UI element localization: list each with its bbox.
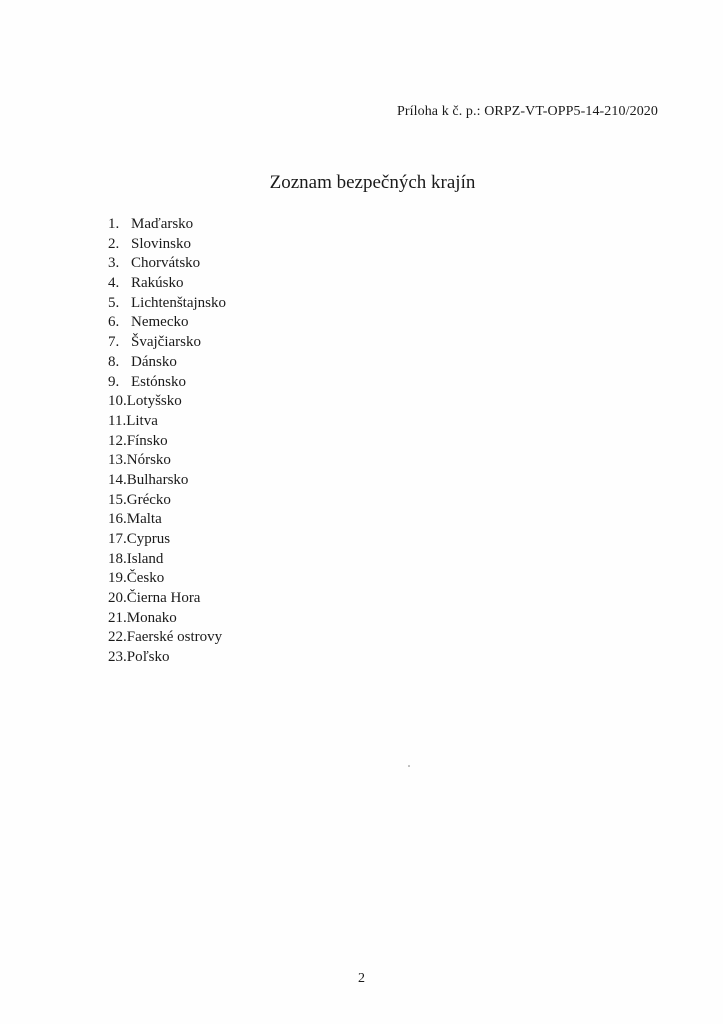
document-title: Zoznam bezpečných krajín bbox=[269, 172, 476, 193]
country-item-number: 22. bbox=[108, 629, 127, 646]
country-list-item bbox=[108, 254, 226, 274]
country-item-name: Švajčiarsko bbox=[131, 334, 201, 351]
country-list-item bbox=[108, 373, 226, 393]
country-item-name: Monako bbox=[126, 609, 177, 626]
country-item-name: Chorvátsko bbox=[131, 255, 201, 272]
country-item-number: 11. bbox=[108, 412, 127, 429]
country-item-number: 17. bbox=[108, 531, 127, 547]
country-list-item bbox=[108, 510, 226, 530]
country-list-item bbox=[108, 530, 226, 550]
country-item-number: 8. bbox=[108, 353, 120, 370]
country-list-item bbox=[108, 648, 226, 668]
country-item-number: 2. bbox=[108, 235, 120, 252]
country-item-name: Nórsko bbox=[126, 452, 171, 469]
country-list-item bbox=[108, 392, 226, 412]
country-item-number: 21. bbox=[108, 609, 127, 626]
country-item-name: Grécko bbox=[126, 491, 171, 508]
country-item-number: 1. bbox=[108, 216, 120, 232]
country-list-item bbox=[108, 353, 226, 373]
country-item-number: 14. bbox=[108, 471, 127, 488]
country-item-name: Dánsko bbox=[131, 353, 177, 370]
country-item-number: 20. bbox=[108, 590, 127, 607]
country-item-number: 12. bbox=[108, 432, 127, 449]
country-item-name: Fínsko bbox=[126, 432, 168, 449]
country-item-name: Poľsko bbox=[126, 649, 170, 666]
country-item-name: Česko bbox=[126, 570, 165, 587]
country-item-name: Lichtenštajnsko bbox=[131, 294, 226, 311]
country-item-number: 5. bbox=[108, 294, 120, 311]
country-item-number: 7. bbox=[108, 334, 120, 351]
country-item-name: Bulharsko bbox=[126, 471, 189, 488]
country-item-name: Litva bbox=[126, 412, 158, 429]
country-item-name: Nemecko bbox=[131, 314, 189, 331]
country-item-name: Island bbox=[126, 550, 164, 567]
country-list-item bbox=[108, 628, 226, 648]
country-list-item bbox=[108, 550, 226, 570]
country-list-item bbox=[108, 569, 226, 589]
country-list-item bbox=[108, 609, 226, 629]
country-list-item bbox=[108, 294, 226, 314]
country-item-number: 15. bbox=[108, 491, 127, 508]
country-item-number: 4. bbox=[108, 275, 120, 292]
country-list bbox=[108, 215, 226, 668]
country-list-item bbox=[108, 235, 226, 255]
country-list-item bbox=[108, 412, 226, 432]
scan-speck bbox=[408, 765, 410, 767]
country-list-item bbox=[108, 491, 226, 511]
country-item-name: Estónsko bbox=[131, 373, 187, 390]
page-number: 2 bbox=[358, 971, 365, 986]
country-item-number: 9. bbox=[108, 373, 120, 390]
country-item-number: 16. bbox=[108, 511, 127, 528]
country-item-name: Čierna Hora bbox=[126, 590, 201, 607]
country-item-name: Cyprus bbox=[126, 531, 171, 547]
country-item-number: 3. bbox=[108, 255, 120, 272]
country-item-name: Maďarsko bbox=[131, 216, 194, 232]
country-item-number: 6. bbox=[108, 314, 120, 331]
country-item-name: Malta bbox=[126, 511, 162, 528]
country-item-name: Lotyšsko bbox=[126, 393, 182, 410]
country-item-number: 19. bbox=[108, 570, 127, 587]
country-item-name: Rakúsko bbox=[131, 275, 184, 292]
country-item-number: 23. bbox=[108, 649, 127, 666]
country-item-name: Slovinsko bbox=[131, 235, 192, 252]
country-list-item bbox=[108, 333, 226, 353]
country-list-item bbox=[108, 215, 226, 235]
country-list-item bbox=[108, 313, 226, 333]
country-item-number: 18. bbox=[108, 550, 127, 567]
country-list-item bbox=[108, 274, 226, 294]
country-list-item bbox=[108, 451, 226, 471]
country-list-item bbox=[108, 471, 226, 491]
attachment-reference: Príloha k č. p.: ORPZ-VT-OPP5-14-210/2020 bbox=[396, 104, 658, 119]
country-item-number: 13. bbox=[108, 452, 127, 469]
country-item-number: 10. bbox=[108, 393, 127, 410]
country-list-item bbox=[108, 589, 226, 609]
country-item-name: Faerské ostrovy bbox=[126, 629, 223, 646]
country-list-item bbox=[108, 432, 226, 452]
